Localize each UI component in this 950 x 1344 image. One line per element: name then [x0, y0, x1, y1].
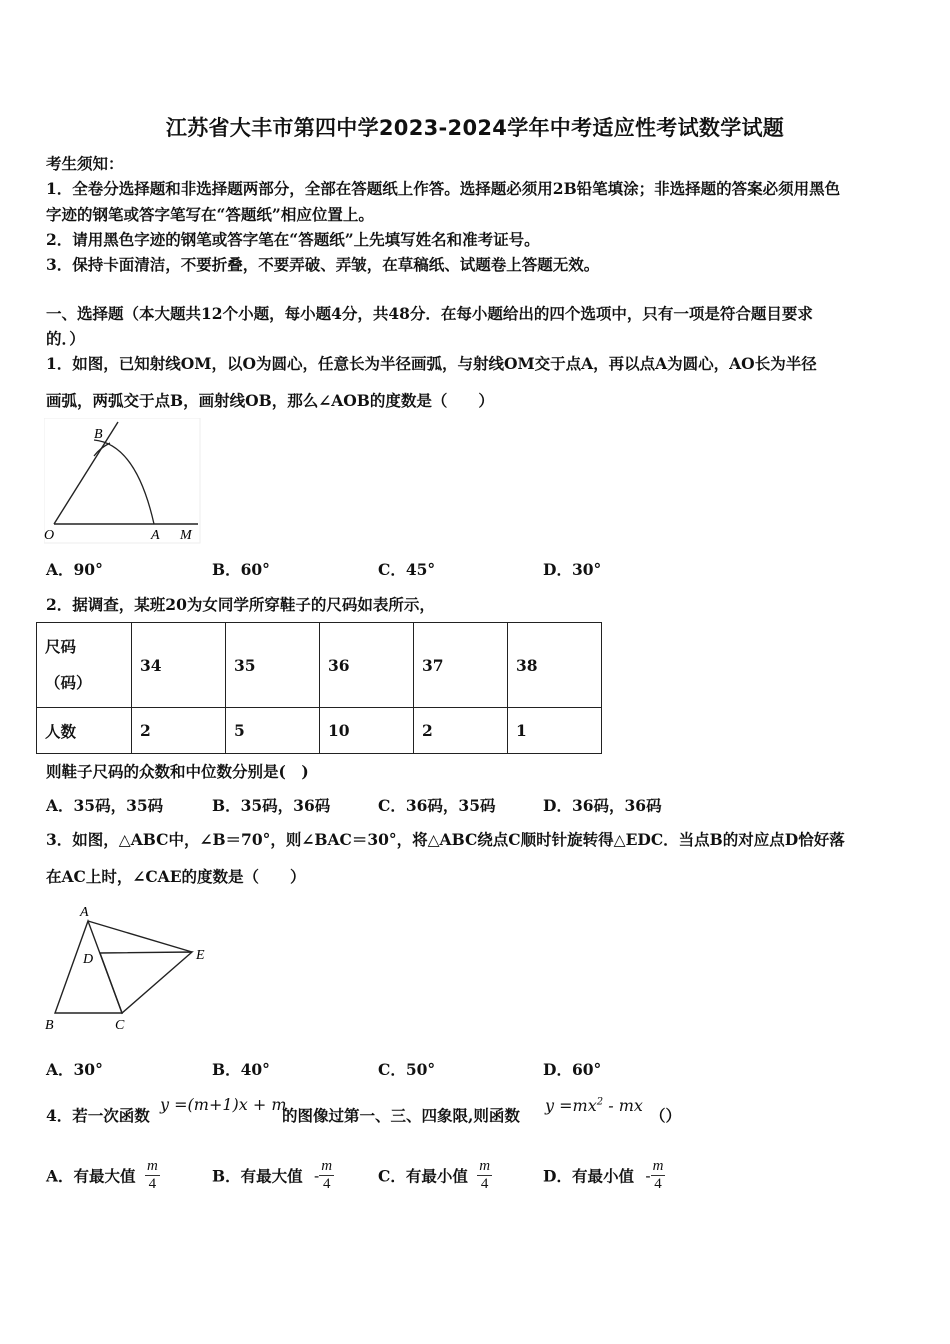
label-a: A: [80, 905, 89, 920]
table-cell: 34: [132, 623, 226, 708]
q4-quadratic-base: y =mx: [545, 1096, 597, 1115]
q4-quadratic-function: [545, 1096, 643, 1115]
q1-figure: [44, 418, 204, 546]
q3-line-1: 3．如图，△ABC中，∠B＝70°，则∠BAC＝30°，将△ABC绕点C顺时针旋转得△EDC．当点B的对应点D恰好落: [46, 830, 845, 849]
triangle-edc: [100, 952, 192, 1013]
q4-quadratic-tail: - mx: [603, 1096, 643, 1115]
q4-suffix: （）: [650, 1106, 682, 1125]
q4-option-a-label: A．有最大值: [46, 1166, 136, 1186]
notice-heading: 考生须知：: [46, 154, 124, 173]
table-cell: 10: [320, 708, 414, 754]
q3-option-c[interactable]: C．50°: [378, 1060, 436, 1079]
fraction-numerator: m: [321, 1158, 333, 1174]
label-a: A: [151, 528, 160, 543]
q4-option-b[interactable]: [212, 1158, 334, 1193]
fraction-denominator: 4: [480, 1176, 489, 1192]
q4-option-c[interactable]: [378, 1158, 492, 1193]
notice-item-3: 3．保持卡面清洁，不要折叠，不要弄破、弄皱，在草稿纸、试题卷上答题无效。: [46, 255, 600, 274]
shoe-size-table: [36, 622, 602, 754]
q4-option-b-sign: -: [314, 1166, 320, 1185]
label-d: D: [83, 952, 94, 967]
label-b: B: [45, 1018, 54, 1033]
table-row-counts: [37, 708, 602, 754]
q4-option-d[interactable]: [543, 1158, 665, 1193]
notice-item-1-line-1: 1．全卷分选择题和非选择题两部分，全部在答题纸上作答。选择题必须用2B铅笔填涂；非选择题的答案必须用黑色: [46, 179, 841, 198]
q4-option-c-fraction: [477, 1158, 492, 1193]
q4-option-d-sign: -: [645, 1166, 651, 1185]
q4-option-d-label: D．有最小值: [543, 1166, 634, 1186]
table-cell: 5: [226, 708, 320, 754]
table-cell: 38: [508, 623, 602, 708]
q4-option-b-fraction: [319, 1158, 334, 1193]
q1-option-d[interactable]: D．30°: [543, 560, 602, 579]
table-header-size: [37, 623, 132, 708]
label-c: C: [115, 1018, 125, 1033]
table-cell: 37: [414, 623, 508, 708]
section-1-line-2: 的．）: [46, 329, 85, 348]
q1-line-1: 1．如图，已知射线OM，以O为圆心，任意长为半径画弧，与射线OM交于点A，再以点A为圆心，AO长为半径: [46, 354, 817, 373]
q2-option-c[interactable]: C．36码，35码: [378, 796, 496, 815]
label-b: B: [94, 427, 103, 442]
label-m: M: [180, 528, 192, 543]
q2-option-b[interactable]: B．35码，36码: [212, 796, 331, 815]
q4-option-b-label: B．有最大值: [212, 1166, 303, 1186]
triangle-abc: [55, 921, 122, 1013]
table-cell: 36: [320, 623, 414, 708]
q4-quadratic-exponent: 2: [596, 1096, 604, 1108]
table-header-count: 人数: [37, 708, 132, 754]
q4-option-a-fraction: [145, 1158, 160, 1193]
q1-line-2: 画弧，两弧交于点B，画射线OB，那么∠AOB的度数是（ ）: [46, 391, 494, 410]
q4-option-d-fraction: [651, 1158, 666, 1193]
segment-ae: [88, 921, 192, 952]
q4-linear-function: y =(m+1)x + m: [160, 1095, 287, 1114]
table-cell: 35: [226, 623, 320, 708]
q1-option-b[interactable]: B．60°: [212, 560, 270, 579]
table-cell: 2: [414, 708, 508, 754]
q1-option-a[interactable]: A．90°: [46, 560, 103, 579]
fraction-denominator: 4: [322, 1176, 331, 1192]
q3-option-a[interactable]: A．30°: [46, 1060, 103, 1079]
q2-line-2: 则鞋子尺码的众数和中位数分别是( ): [46, 762, 309, 781]
q3-line-2: 在AC上时，∠CAE的度数是（ ）: [46, 867, 306, 886]
q2-line-1: 2．据调查，某班20为女同学所穿鞋子的尺码如表所示，: [46, 595, 435, 614]
label-e: E: [196, 948, 205, 963]
fraction-numerator: m: [652, 1158, 664, 1174]
q3-figure: [40, 900, 215, 1040]
page-title: 江苏省大丰市第四中学2023-2024学年中考适应性考试数学试题: [165, 116, 785, 140]
q4-option-c-label: C．有最小值: [378, 1166, 468, 1186]
section-1-line-1: 一、选择题（本大题共12个小题，每小题4分，共48分．在每小题给出的四个选项中，只有一项是符合题目要求: [46, 304, 813, 323]
label-o: O: [44, 528, 55, 543]
q4-prefix: 4．若一次函数: [46, 1106, 150, 1125]
q2-option-a[interactable]: A．35码，35码: [46, 796, 164, 815]
q4-option-a[interactable]: [46, 1158, 160, 1193]
fraction-numerator: m: [146, 1158, 158, 1174]
table-cell: 1: [508, 708, 602, 754]
q4-middle: 的图像过第一、三、四象限,则函数: [282, 1106, 520, 1125]
notice-item-2: 2．请用黑色字迹的钢笔或答字笔在“答题纸”上先填写姓名和准考证号。: [46, 230, 540, 249]
table-cell: 2: [132, 708, 226, 754]
fraction-denominator: 4: [148, 1176, 157, 1192]
q3-option-b[interactable]: B．40°: [212, 1060, 270, 1079]
size-unit-label: （码）: [45, 673, 92, 692]
fraction-numerator: m: [479, 1158, 491, 1174]
q2-option-d[interactable]: D．36码，36码: [543, 796, 662, 815]
fraction-denominator: 4: [654, 1176, 662, 1192]
size-label: 尺码: [45, 637, 77, 656]
q1-option-c[interactable]: C．45°: [378, 560, 436, 579]
notice-item-1-line-2: 字迹的钢笔或答字笔写在“答题纸”相应位置上。: [46, 205, 374, 224]
q3-option-d[interactable]: D．60°: [543, 1060, 602, 1079]
table-row-sizes: [37, 623, 602, 708]
